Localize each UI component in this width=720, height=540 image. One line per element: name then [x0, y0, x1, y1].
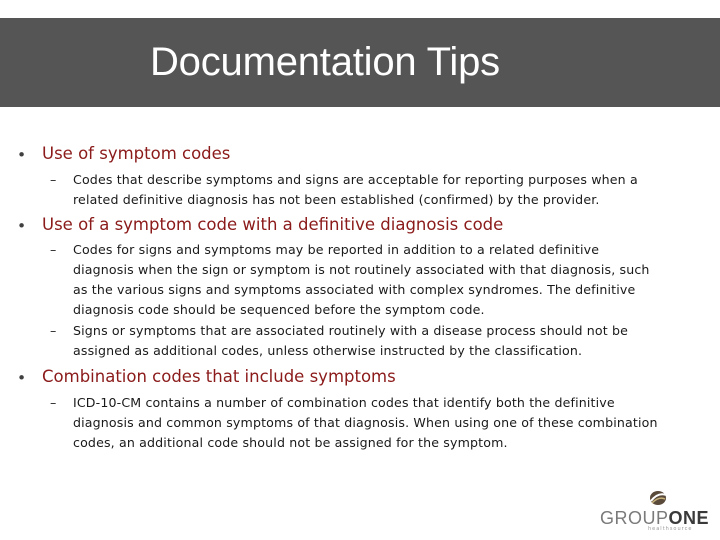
- leaf-swirl-icon: [648, 488, 668, 508]
- logo-tagline: healthsource: [648, 526, 693, 532]
- bullet-2-sub-2: Signs or symptoms that are associated routinely with a disease process should not be assigned as additional codes, unless otherwise instructed by the classification.: [73, 323, 629, 358]
- dash-marker: –: [50, 323, 57, 338]
- logo-word-group: GROUP: [600, 508, 669, 528]
- bullet-3-sub-1: ICD-10-CM contains a number of combination codes that identify both the definitive diagnosis and common symptoms of that diagnosis. When using one of these combination codes, an additional code should not be assigned for the symptom.: [73, 395, 658, 450]
- bullet-dot: •: [17, 146, 27, 164]
- bullet-dot: •: [17, 217, 27, 235]
- logo-word-one: ONE: [668, 508, 710, 528]
- bullet-1-sub-1: Codes that describe symptoms and signs are acceptable for reporting purposes when a related definitive diagnosis has not been established (confirmed) by the provider.: [73, 172, 638, 207]
- dash-marker: –: [50, 242, 57, 257]
- bullet-2-label: Use of a symptom code with a definitive diagnosis code: [42, 215, 504, 234]
- dash-marker: –: [50, 395, 57, 410]
- bullet-dot: •: [17, 369, 27, 387]
- bullet-2-sub-1: Codes for signs and symptoms may be reported in addition to a related definitive diagnosis when the sign or symptom is not routinely associated with that diagnosis, such as the various signs and symptoms associated with complex syndromes. The definitive diagnosis code should be sequenced before the symptom code.: [73, 242, 650, 317]
- slide-title: Documentation Tips: [150, 40, 500, 84]
- bullet-3-label: Combination codes that include symptoms: [42, 367, 396, 386]
- bullet-1-label: Use of symptom codes: [42, 144, 231, 163]
- groupone-logo: [600, 488, 715, 532]
- dash-marker: –: [50, 172, 57, 187]
